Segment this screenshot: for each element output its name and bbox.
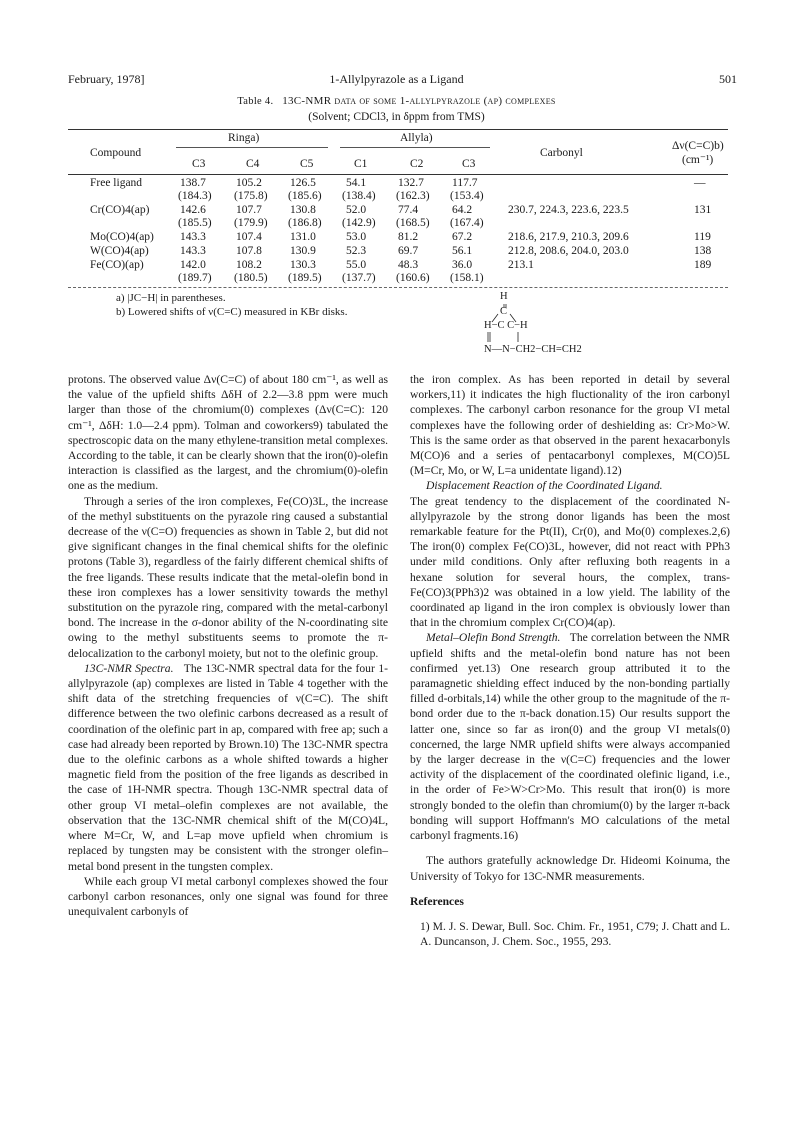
table-cell: 138.7 [180,177,206,189]
table-cell-carbonyl: 212.8, 208.6, 204.0, 203.0 [508,245,629,257]
header-allyl: Allyla) [400,132,433,144]
paragraph [410,630,730,843]
header-allyl-c3: C3 [462,158,476,170]
table-cell: 36.0 [452,259,473,271]
table-cell: 117.7 [452,177,478,189]
table-row-compound: Free ligand [90,177,143,189]
table-row-compound: Fe(CO)(ap) [90,259,144,271]
table-cell-j: (138.4) [342,190,376,202]
header-c4: C4 [246,158,260,170]
spacer [410,843,730,853]
table-cell-j: (162.3) [396,190,430,202]
header-compound: Compound [90,147,142,159]
table-bottom-rule [68,287,728,288]
header-dnu: Δν(C=C)b) [672,140,724,152]
table-cell-dnu: 138 [694,245,712,257]
table-cell: 107.8 [236,245,262,257]
table-cell-dnu: 119 [694,231,711,243]
table-cell: 107.4 [236,231,262,243]
table-cell: 53.0 [346,231,367,243]
section-lead: Metal–Olefin Bond Strength. [426,631,561,645]
left-column [68,372,388,919]
table-cell: 77.4 [398,204,419,216]
table-cell-j: (137.7) [342,272,376,284]
header-c3: C3 [192,158,206,170]
table-cell-j: (160.6) [396,272,430,284]
table-cell: 67.2 [452,231,473,243]
table-cell-j: (180.5) [234,272,268,284]
table-subtitle: (Solvent; CDCl3, in δppm from TMS) [308,111,485,123]
table-cell: 126.5 [290,177,316,189]
references-heading: References [410,894,464,908]
table-cell: 143.3 [180,245,206,257]
paragraph: While each group VI metal carbonyl complexes showed the four carbonyl carbon resonances, only one signal was found for three unequivalent carbonyls of [68,874,388,919]
table-cell: 56.1 [452,245,473,257]
table-cell-j: (179.9) [234,217,268,229]
header-allyl-c2: C2 [410,158,424,170]
reference-item: 1) M. J. S. Dewar, Bull. Soc. Chim. Fr., 1951, C79; J. Chatt and L. A. Duncanson, J. Chem. Soc., 1955, 293. [420,919,730,949]
table-cell: 55.0 [346,259,367,271]
table-cell-carbonyl: 213.1 [508,259,534,271]
section-heading: Displacement Reaction of the Coordinated Ligand. [426,479,663,493]
table-cell-j: (142.9) [342,217,376,229]
acknowledgement: The authors gratefully acknowledge Dr. Hideomi Koinuma, the University of Tokyo for 13C-NMR measurements. [410,854,730,883]
allyl-group-rule [340,147,490,148]
structure-line-4: N—N−CH2−CH=CH2 [484,344,582,355]
header-carbonyl: Carbonyl [540,147,583,159]
table-cell-j: (168.5) [396,217,430,229]
header-allyl-c1: C1 [354,158,368,170]
table-cell: 48.3 [398,259,419,271]
table-cell-j: (158.1) [450,272,484,284]
table-row-compound: Cr(CO)4(ap) [90,204,150,216]
table-cell: 105.2 [236,177,262,189]
running-header-date: February, 1978] [68,72,145,86]
pyrazole-ring-bonds [480,302,560,346]
table-cell-j: (175.8) [234,190,268,202]
table-cell-j: (186.8) [288,217,322,229]
table-cell: 132.7 [398,177,424,189]
structure-line-1: H [500,291,508,302]
header-dnu-unit: (cm⁻¹) [682,154,714,166]
table-cell-j: (185.5) [178,217,212,229]
table-cell-carbonyl: 230.7, 224.3, 223.6, 223.5 [508,204,629,216]
paragraph: the iron complex. As has been reported in detail by several workers,11) it indicates the high fluctionality of the iron carbonyl complexes. The carbonyl carbon resonance for the group VI metal complexes have the following order of deshielding as: Cr>Mo>W. This is the same order as that observed in the parent hexacarbonyls M(CO)6 and a series of pentacarbonyl complexes, M(CO)5L (M=Cr, Mo, or W, L=a unidentate ligand).12) [410,373,730,478]
table-cell: 107.7 [236,204,262,216]
table-footnote-b: b) Lowered shifts of ν(C=C) measured in KBr disks. [116,306,348,318]
table-cell-j: (189.7) [178,272,212,284]
table-cell-dnu: — [694,177,706,189]
paragraph-text: The 13C-NMR spectral data for the four 1-allylpyrazole (ap) complexes are listed in Table 4 together with the shift data of the stretching frequencies of ν(C=C). The shift difference between the two olefinic carbons decreased as a result of coordination of the olefinic part in ap, compared with free ap; such a case had already been reported by Brown.10) The 13C-NMR spectra due to the olefinic carbons as a whole shifted towards a higher magnetic field from the position of the free ligands as described in the case of 1H-NMR spectra. Though 13C-NMR spectral data of other group VI metal–olefin complexes are not available, the observation that the 13C-NMR chemical shift of the M(CO)4L, where M=Cr, W, and L=ap move upfield when chromium is replaced by tungsten may be consistent with the stronger olefin–metal bond present in the tungsten complex. [68,661,388,873]
table-cell: 69.7 [398,245,419,257]
table-header-rule [68,174,728,175]
table-cell: 81.2 [398,231,419,243]
structure-line-3: H−C C−H [484,320,528,331]
table-title-label: Table 4. [237,96,274,107]
paragraph [68,661,388,874]
table-cell-j: (189.5) [288,272,322,284]
running-header-title: 1-Allylpyrazole as a Ligand [329,72,464,86]
table-cell: 143.3 [180,231,206,243]
paragraph: protons. The observed value Δν(C=C) of about 180 cm⁻¹, as well as the value of the upfield shifts ΔδH of 2.2—3.8 ppm were much larger than those of the chromium(0) complexes (Δν(C=C): 120 cm⁻¹, ΔδH: 1.0—2.4 ppm). Tolman and coworkers9) tabulated the spectroscopic data on the many ethylene-transition metal complexes. According to the table, it can be clearly shown that the iron(0)-olefin interaction is classified as the largest, and the chromium(0)-olefin one as the medium. [68,373,388,493]
paragraph: The great tendency to the displacement of the coordinated N-allylpyrazole by the strong donor ligands has been the most remarkable feature for the Pt(II), Cr(0), and Mo(0) complexes.2,6) The iron(0) complex Fe(CO)3L, however, did not react with PPh3 under mild conditions. Only after refluxing both reagents in a hexane solution for several hours, the complex, trans-Fe(CO)3(PPh3)2 was obtained in a low yield. The lability of the coordinated ap ligand in the iron complex is obviously lower than that in the chromium complex Cr(CO)4(ap). [410,494,730,630]
table-cell-carbonyl: 218.6, 217.9, 210.3, 209.6 [508,231,629,243]
paragraph: Through a series of the iron complexes, Fe(CO)3L, the increase of the methyl substituents on the pyrazole ring caused a substantial decrease of the ν(C=O) frequencies as shown in Table 2, but did not give significant changes in the final chemical shifts for the olefinic protons (Table 3), regardless of the fairly different chemical shifts of the free ligands. These results indicate that the metal-olefin bond in these iron complexes has a lower sensitivity towards the methyl substitution on the pyrazole ring, compared with the metal-carbonyl bond. The increase in the σ-donor ability of the N-coordinating site owing to the methyl substituents seems to promote the π-delocalization to the carbonyl moiety, but not to the olefinic group. [68,494,388,660]
table-cell: 130.9 [290,245,316,257]
table-cell: 64.2 [452,204,473,216]
header-c5: C5 [300,158,314,170]
table-cell: 54.1 [346,177,367,189]
table-top-rule [68,129,728,130]
ring-group-rule [176,147,328,148]
table-cell: 130.8 [290,204,316,216]
table-cell-dnu: 189 [694,259,712,271]
table-cell-j: (184.3) [178,190,212,202]
table-title-text: 13C-NMR data of some 1-allylpyrazole (ap) complexes [282,95,556,107]
table-cell-j: (167.4) [450,217,484,229]
table-row-compound: W(CO)4(ap) [90,245,149,257]
structure-line-2: C [500,306,508,317]
page-number: 501 [719,72,737,86]
right-column [410,372,730,949]
table-footnote-a: a) |JC−H| in parentheses. [116,292,226,304]
table-row-compound: Mo(CO)4(ap) [90,231,154,243]
spacer [410,909,730,919]
section-lead: 13C-NMR Spectra. [84,661,174,675]
table-cell: 108.2 [236,259,262,271]
table-title [0,95,793,107]
table-cell: 52.0 [346,204,367,216]
table-cell: 142.6 [180,204,206,216]
table-cell: 52.3 [346,245,367,257]
table-cell-j: (153.4) [450,190,484,202]
paragraph-text: The correlation between the NMR upfield shifts and the metal-olefin bond nature has not been confirmed yet.13) One research group attributed it to the paramagnetic shielding effect induced by the non-bonding partially filled d-orbitals,14) while the other group to the magnitude of the π-bond order due to the π-back donation.15) Our results support the latter one, since so far as iron(0) and the group VI metals(0) concerned, the large NMR upfield shifts were always accompanied by the larger decrease in the ν(C=C) frequencies and the lower activity of the displacement of the coordinated olefinic ligand, i.e., in the order of Fe>W>Cr>Mo. This result that iron(0) is more strongly bonded to the olefin than chromium(0) by the larger π-back bonding will support Hoffmann's MO calculations of the metal carbonyl fragments.16) [410,631,730,843]
table-cell: 142.0 [180,259,206,271]
table-cell-j: (185.6) [288,190,322,202]
table-cell: 131.0 [290,231,316,243]
table-cell: 130.3 [290,259,316,271]
header-ring: Ringa) [228,132,260,144]
table-cell-dnu: 131 [694,204,712,216]
